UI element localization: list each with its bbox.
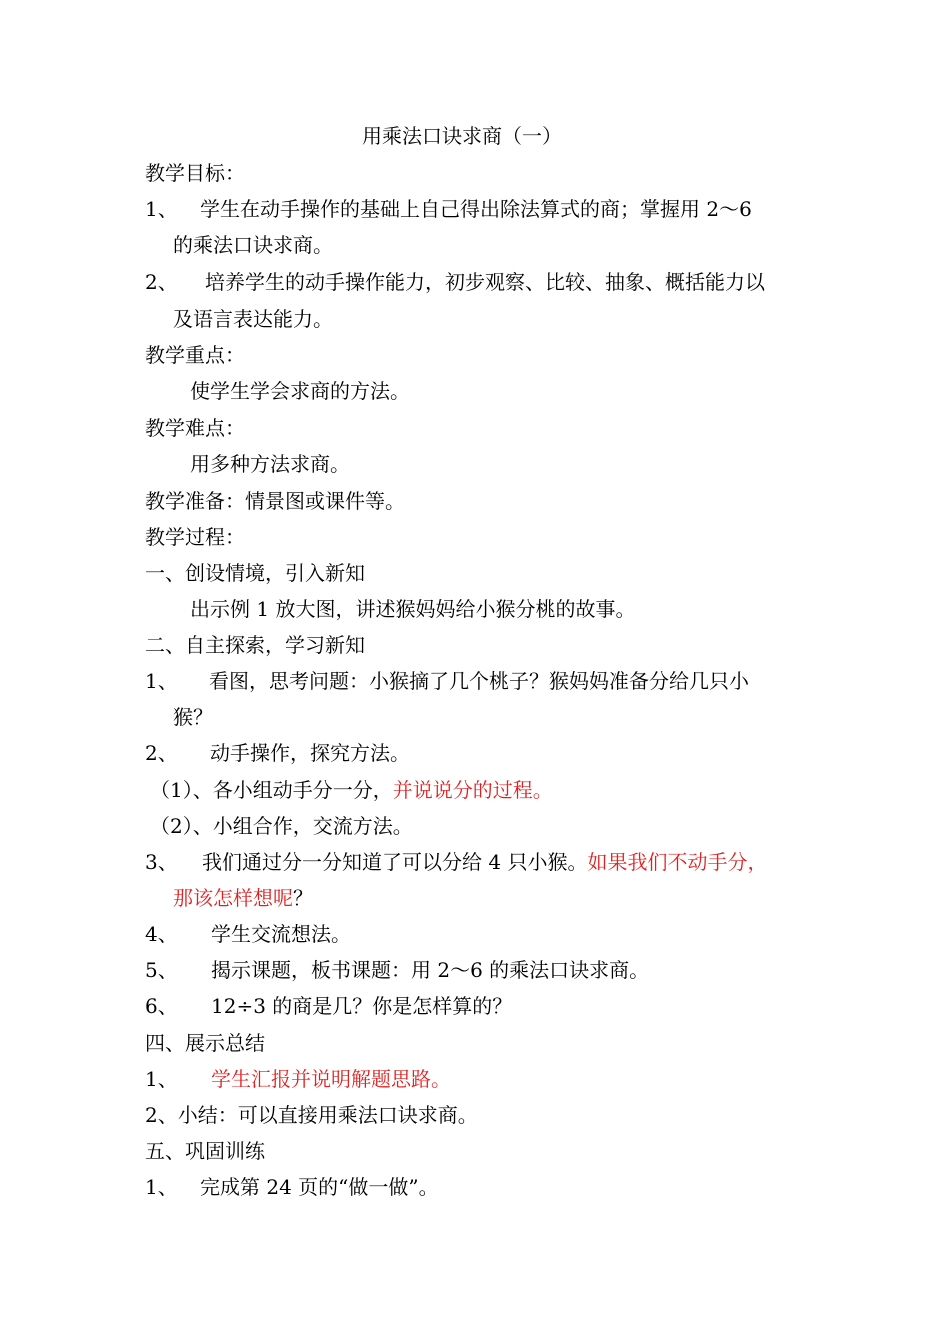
item-2-1-text: 看图，思考问题：小猴摘了几个桃子？猴妈妈准备分给几只小 [209, 669, 749, 693]
item-2-2-text: 动手操作，探究方法。 [210, 741, 410, 765]
subitem-1-highlight: 并说说分的过程。 [392, 778, 553, 802]
difficulty-text: 用多种方法求商。 [190, 452, 350, 476]
section-4-heading: 四、展示总结 [145, 1031, 265, 1055]
goal2-text: 培养学生的动手操作能力，初步观察、比较、抽象、概括能力以 [205, 270, 765, 294]
goal1-text: 学生在动手操作的基础上自己得出除法算式的商；掌握用 2～6 [200, 197, 752, 221]
item-2-6-number: 6、 [145, 994, 178, 1018]
goal2-number: 2、 [145, 270, 178, 294]
goal1-text-cont: 的乘法口诀求商。 [173, 233, 333, 257]
key-heading: 教学重点： [145, 343, 245, 367]
item-2-3-line-cont [173, 886, 313, 910]
subitem-2: （2）、小组合作，交流方法。 [150, 814, 413, 838]
key-text: 使学生学会求商的方法。 [190, 379, 410, 403]
item-2-3-highlight: 如果我们不动手分， [587, 850, 768, 874]
item-2-3-number: 3、 [145, 850, 178, 874]
item-4-1-text: 学生汇报并说明解题思路。 [211, 1067, 451, 1091]
section-1-heading: 一、创设情境，引入新知 [145, 561, 365, 585]
subitem-1 [150, 778, 553, 802]
item-4-1-number: 1、 [145, 1067, 178, 1091]
item-2-3-text: 我们通过分一分知道了可以分给 4 只小猴。 [202, 850, 588, 874]
item-2-4-text: 学生交流想法。 [211, 922, 351, 946]
goal1-number: 1、 [145, 197, 178, 221]
item-2-4-number: 4、 [145, 922, 178, 946]
item-2-5-text: 揭示课题，板书课题：用 2～6 的乘法口诀求商。 [211, 958, 650, 982]
subitem-1-text: （1）、各小组动手分一分， [150, 778, 393, 802]
goals-heading: 教学目标： [145, 161, 245, 185]
section-2-heading: 二、自主探索，学习新知 [145, 633, 365, 657]
item-2-6-text: 12÷3 的商是几？你是怎样算的？ [211, 994, 513, 1018]
item-5-1-number: 1、 [145, 1175, 178, 1199]
item-2-3-question-mark: ？ [293, 886, 313, 910]
process-heading: 教学过程： [145, 525, 245, 549]
section-5-heading: 五、巩固训练 [145, 1139, 265, 1163]
goal2-text-cont: 及语言表达能力。 [173, 307, 333, 331]
item-2-1-text-cont: 猴？ [173, 705, 213, 729]
doc-title: 用乘法口诀求商（一） [362, 124, 562, 148]
item-2-3-highlight-cont: 那该怎样想呢 [173, 886, 293, 910]
section-1-text: 出示例 1 放大图，讲述猴妈妈给小猴分桃的故事。 [190, 597, 636, 621]
item-2-5-number: 5、 [145, 958, 178, 982]
preparation: 教学准备：情景图或课件等。 [145, 489, 405, 513]
item-4-2-text: 2、小结：可以直接用乘法口诀求商。 [145, 1103, 478, 1127]
item-2-1-number: 1、 [145, 669, 178, 693]
item-2-3-line [202, 850, 767, 874]
item-5-1-text: 完成第 24 页的“做一做”。 [200, 1175, 439, 1199]
difficulty-heading: 教学难点： [145, 416, 245, 440]
item-2-2-number: 2、 [145, 741, 178, 765]
